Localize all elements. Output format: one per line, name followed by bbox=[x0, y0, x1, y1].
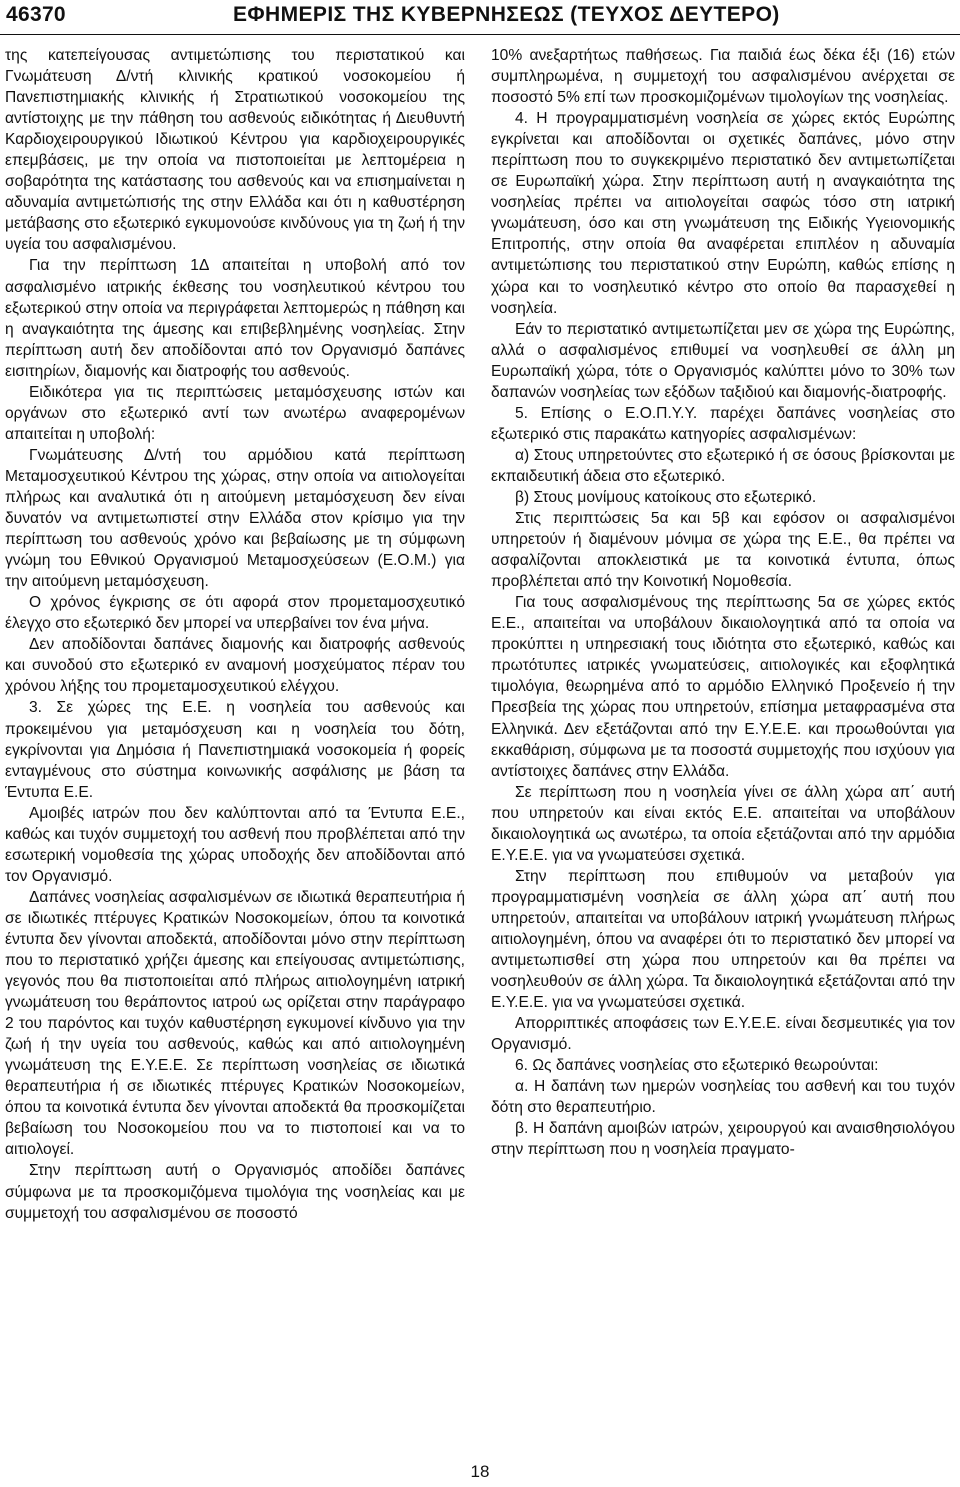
paragraph: Ο χρόνος έγκρισης σε ότι αφορά στον προμεταμοσχευτικό έλεγχο στο εξωτερικό δεν μπορεί να υπερβαίνει τον ένα μήνα. bbox=[5, 594, 465, 633]
paragraph: α) Στους υπηρετούντες στο εξωτερικό ή σε όσους βρίσκονται με εκπαιδευτική άδεια στο εξωτερικό. bbox=[491, 446, 955, 485]
page-header bbox=[0, 0, 960, 30]
paragraph: 3. Σε χώρες της Ε.Ε. η νοσηλεία του ασθενούς και προκειμένου για μεταμόσχευση και η νοσηλεία του δότη, εγκρίνονται για Δημόσια ή Πανεπιστημιακά νοσοκομεία ή φορείς ενταγμένους στο σύστημα κοινωνικής ασφάλισης με βάση τα Έντυπα Ε.Ε. bbox=[5, 699, 465, 801]
paragraph: Απορριπτικές αποφάσεις των Ε.Υ.Ε.Ε. είναι δεσμευτικές για τον Οργανισμό. bbox=[491, 1015, 955, 1054]
paragraph: Στην περίπτωση που επιθυμούν να μεταβούν για προγραμματισμένη νοσηλεία σε άλλη χώρα απ΄ αυτή που υπηρετούν, απαιτείται να υποβάλουν ιατρική γνωμάτευση πλήρως αιτιολογημένη, όπου να αναφέρει ότι το περιστατικό δεν μπορεί να αντιμετωπισθεί στη χώρα που υπηρετούν και θα πρέπει να νοσηλευθούν σε άλλη χώρα. Τα δικαιολογητικά εξετάζονται από την Ε.Υ.Ε.Ε. για να γνωματεύσει σχετικά. bbox=[491, 867, 955, 1012]
paragraph: α. Η δαπάνη των ημερών νοσηλείας του ασθενή και του τυχόν δότη στο θεραπευτήριο. bbox=[491, 1078, 955, 1117]
paragraph: 10% ανεξαρτήτως παθήσεως. Για παιδιά έως δέκα έξι (16) ετών συμπληρωμένα, η συμμετοχή του ασφαλισμένου ανέρχεται σε ποσοστό 5% επί των προσκομιζομένων τιμολογίων της νοσηλείας. bbox=[491, 47, 955, 107]
paragraph: 4. Η προγραμματισμένη νοσηλεία σε χώρες εκτός Ευρώπης εγκρίνεται και αποδίδονται οι σχετικές δαπάνες, μόνο στην περίπτωση που το συγκεκριμένο περιστατικό δεν αντιμετωπίζεται σε Ευρωπαϊκή χώρα. Στην περίπτωση αυτή η αναγκαιότητα της νοσηλείας πρέπει να αιτιολογείται σαφώς τόσο στη ιατρική γνωμάτευση, όσο και στη γνωμάτευση της Ειδικής Υγειονομικής Επιτροπής, στην οποία θα αναφέρεται επιπλέον η αδυναμία αντιμετώπισης του περιστατικού στην Ευρώπη, καθώς επίσης η χώρα και το νοσηλευτικό κέντρο στο οποίο θα παρασχεθεί η νοσηλεία. bbox=[491, 110, 955, 317]
paragraph: Εάν το περιστατικό αντιμετωπίζεται μεν σε χώρα της Ευρώπης, αλλά ο ασφαλισμένος επιθυμεί να νοσηλευθεί σε άλλη μη Ευρωπαϊκή χώρα, τότε ο Οργανισμός καλύπτει μόνο το 30% των δαπανών νοσηλείας των εξόδων ταξιδιού και διαμονής-διατροφής. bbox=[491, 320, 955, 401]
paragraph: 6. Ως δαπάνες νοσηλείας στο εξωτερικό θεωρούνται: bbox=[515, 1057, 879, 1075]
paragraph: β) Στους μονίμους κατοίκους στο εξωτερικό. bbox=[515, 488, 817, 506]
paragraph: Ειδικότερα για τις περιπτώσεις μεταμόσχευσης ιστών και οργάνων στο εξωτερικό αντί των ανωτέρω αναφερομένων απαιτείται η υποβολή: bbox=[5, 383, 465, 443]
header-divider bbox=[0, 34, 960, 35]
paragraph: της κατεπείγουσας αντιμετώπισης του περιστατικού και Γνωμάτευση Δ/ντή κλινικής κρατικού νοσοκομείου ή Πανεπιστημιακής κλινικής ή Στρατιωτικού νοσοκομείου της αντίστοιχης με την πάθηση του ασθενούς ειδικότητας ή Διευθυντή Καρδιοχειρουργικού Ιδιωτικού Κέντρου για καρδιοχειρουργικές επεμβάσεις, με την οποία να πιστοποιείται με λεπτομέρεια η σοβαρότητα της κατάστασης του ασθενούς και να επισημαίνεται η αδυναμία αντιμετώπισής της στην Ελλάδα και ότι η καθυστέρηση μετάβασης στο εξωτερικό εγκυμονούσε κινδύνους για τη ζωή ή την υγεία του ασφαλισμένου. bbox=[5, 47, 465, 254]
paragraph: Γνωμάτευσης Δ/ντή του αρμόδιου κατά περίπτωση Μεταμοσχευτικού Κέντρου της χώρας, στην οποία να αιτιολογείται πλήρως και αναλυτικά ότι η αιτούμενη μεταμόσχευση δεν είναι δυνατόν να αντιμετωπιστεί στην Ελλάδα στον κρίσιμο για την περίπτωση του ασθενούς χρόνο και βεβαίωσης με τη σύμφωνη γνώμη του Εθνικού Οργανισμού Μεταμοσχεύσεων (Ε.Ο.Μ.) για την αιτούμενη μεταμόσχευση. bbox=[5, 446, 465, 591]
paragraph: Στις περιπτώσεις 5α και 5β και εφόσον οι ασφαλισμένοι υπηρετούν ή διαμένουν μόνιμα σε χώρα της Ε.Ε., θα πρέπει να ασφαλίζονται αποκλειστικά με τα κοινοτικά έντυπα, όπως προβλέπεται από την Κοινοτική Νομοθεσία. bbox=[491, 510, 955, 591]
page-number: 46370 bbox=[6, 3, 66, 26]
folio-number: 18 bbox=[470, 1462, 490, 1481]
paragraph: Για την περίπτωση 1Δ απαιτείται η υποβολή από τον ασφαλισμένο ιατρικής έκθεσης του νοσηλευτικού κέντρου του εξωτερικού στην οποία να περιγράφεται λεπτομερώς η πάθηση και η αναγκαιότητα της άμεσης και επιβεβλημένης νοσηλείας. Στην περίπτωση αυτή δεν αποδίδονται από τον Οργανισμό δαπάνες εισιτηρίων, διαμονής και διατροφής του ασθενούς. bbox=[5, 257, 465, 380]
paragraph: Δαπάνες νοσηλείας ασφαλισμένων σε ιδιωτικά θεραπευτήρια ή σε ιδιωτικές πτέρυγες Κρατικών Νοσοκομείων, όπου τα κοινοτικά έντυπα δεν γίνονται αποδεκτά, αποδίδονται μόνο στην περίπτωση που το περιστατικό χρήζει άμεσης και επείγουσας αντιμετώπισης, γεγονός που θα πιστοποιείται από πλήρως αιτιολογημένη ιατρική γνωμάτευση του θεράποντος ιατρού ως ορίζεται στην παράγραφο 2 του παρόντος και τυχόν καθυστέρηση εγκυμονεί κίνδυνο για την ζωή ή την υγεία του ασθενούς, καθώς και από αιτιολογημένη γνωμάτευση της Ε.Υ.Ε.Ε. Σε περίπτωση νοσηλείας σε ιδιωτικά θεραπευτήρια ή σε ιδιωτικές πτέρυγες Κρατικών Νοσοκομείων, όπου τα κοινοτικά έντυπα δεν γίνονται αποδεκτά θα προσκομίζεται βεβαίωση του Νοσοκομείου που να το πιστοποιεί και να το αιτιολογεί. bbox=[5, 888, 465, 1159]
paragraph: Δεν αποδίδονται δαπάνες διαμονής και διατροφής ασθενούς και συνοδού στο εξωτερικό εν αναμονή μοσχεύματος πέραν του χρόνου λήξης του προμεταμοσχευτικού ελέγχου. bbox=[5, 636, 465, 696]
journal-title: ΕΦΗΜΕΡΙΣ ΤΗΣ ΚΥΒΕΡΝΗΣΕΩΣ (ΤΕΥΧΟΣ ΔΕΥΤΕΡΟ) bbox=[233, 3, 780, 26]
paragraph: β. Η δαπάνη αμοιβών ιατρών, χειρουργού και αναισθησιολόγου στην περίπτωση που η νοσηλεία πραγματο- bbox=[491, 1120, 955, 1159]
paragraph: Για τους ασφαλισμένους της περίπτωσης 5α σε χώρες εκτός Ε.Ε., απαιτείται να υποβάλουν δικαιολογητικά από τα οποία να προκύπτει η υπηρεσιακή τους ιδιότητα στο εξωτερικό, καθώς και πρωτότυπες ιατρικές γνωματεύσεις, αιτιολογικές και εξοφλητικά τιμολόγια, θεωρημένα από το αρμόδιο Ελληνικό Προξενείο ή την Πρεσβεία της χώρας που υπηρετούν, επίσημα μεταφρασμένα στα Ελληνικά. Δεν εξετάζονται από την Ε.Υ.Ε.Ε. και προωθούνται για εκκαθάριση, σύμφωνα με τα ποσοστά συμμετοχής που ισχύουν για αντίστοιχες δαπάνες στην Ελλάδα. bbox=[491, 594, 955, 780]
paragraph: Αμοιβές ιατρών που δεν καλύπτονται από τα Έντυπα Ε.Ε., καθώς και τυχόν συμμετοχή του ασθενή που προβλέπεται από την εσωτερική νομοθεσία της χώρας υποδοχής δεν αποδίδονται από τον Οργανισμό. bbox=[5, 804, 465, 885]
right-column bbox=[491, 45, 955, 1445]
paragraph: Στην περίπτωση αυτή ο Οργανισμός αποδίδει δαπάνες σύμφωνα με τα προσκομιζόμενα τιμολόγια της νοσηλείας και με συμμετοχή του ασφαλισμένου σε ποσοστό bbox=[5, 1162, 465, 1222]
paragraph: 5. Επίσης ο Ε.Ο.Π.Υ.Υ. παρέχει δαπάνες νοσηλείας στο εξωτερικό στις παρακάτω κατηγορίες ασφαλισμένων: bbox=[491, 404, 955, 443]
paragraph: Σε περίπτωση που η νοσηλεία γίνει σε άλλη χώρα απ΄ αυτή που υπηρετούν και είναι εκτός Ε.Ε. απαιτείται να υποβάλουν δικαιολογητικά ως ανωτέρω, τα οποία εξετάζονται από την αρμόδια Ε.Υ.Ε.Ε. για να γνωματεύσει σχετικά. bbox=[491, 783, 955, 864]
left-column bbox=[5, 45, 465, 1445]
